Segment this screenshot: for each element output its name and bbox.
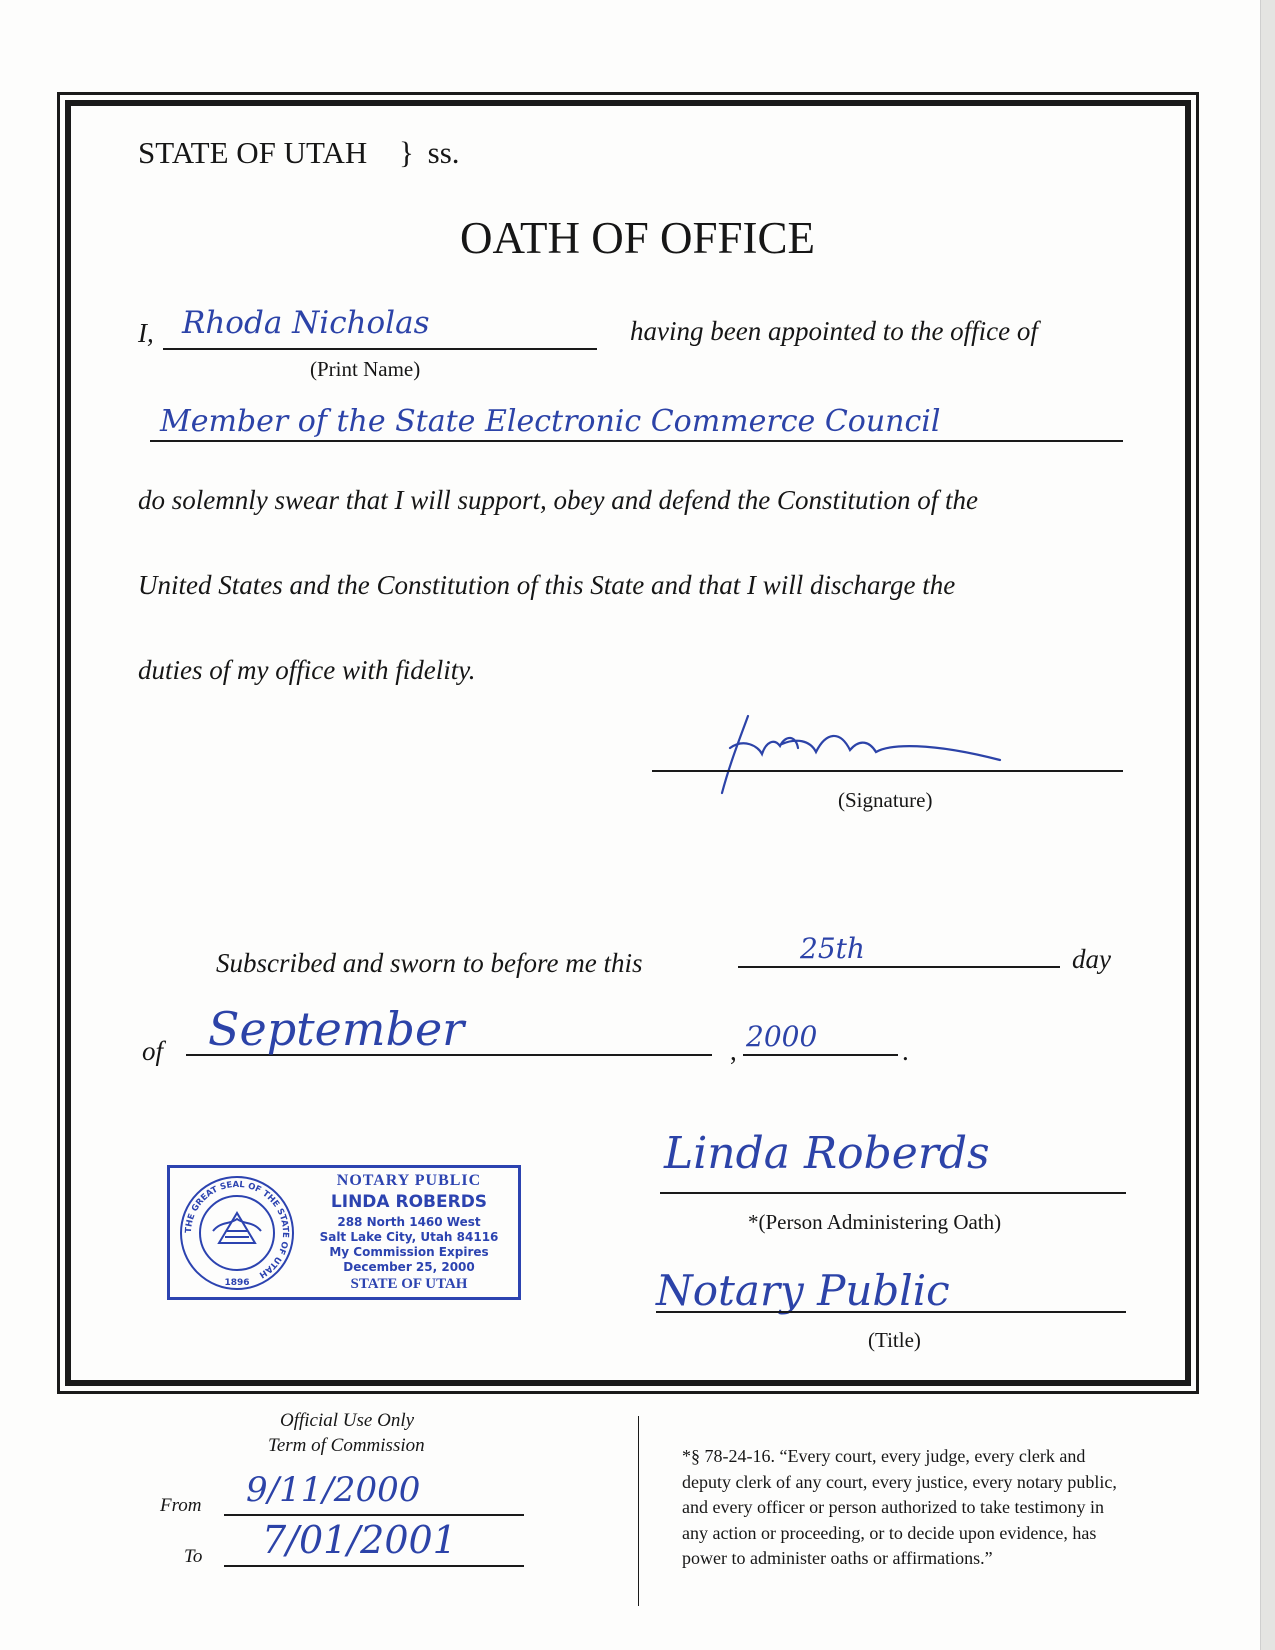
state-seal-icon	[177, 1173, 297, 1293]
footnote-line-1: *§ 78-24-16. “Every court, every judge, every clerk and	[682, 1446, 1086, 1466]
comma: ,	[730, 1036, 737, 1066]
notary-stamp	[167, 1165, 521, 1300]
oath-body-line-1: do solemnly swear that I will support, obey and defend the Constitution of the	[138, 485, 978, 515]
name-handwritten: Rhoda Nicholas	[182, 305, 430, 341]
footnote-line-4: any action or proceeding, or to decide upon evidence, has	[682, 1522, 1097, 1543]
from-label: From	[160, 1495, 202, 1516]
state-label: STATE OF UTAH	[138, 135, 368, 170]
name-line	[163, 348, 597, 350]
venue-bracket: }	[399, 135, 414, 170]
print-name-label: (Print Name)	[310, 357, 421, 381]
of-label: of	[142, 1036, 164, 1066]
stamp-line-5: My Commission Expires	[329, 1245, 489, 1259]
signature-line	[652, 770, 1123, 772]
office-line	[150, 440, 1123, 442]
person-administering-label: *(Person Administering Oath)	[748, 1210, 1002, 1234]
appointed-text: having been appointed to the office of	[630, 316, 1038, 346]
stamp-line-4: Salt Lake City, Utah 84116	[319, 1230, 499, 1244]
oath-body-line-2: United States and the Constitution of this State and that I will discharge the	[138, 570, 956, 600]
footnote-line-3: and every officer or person authorized to take testimony in	[682, 1497, 1105, 1517]
office-handwritten: Member of the State Electronic Commerce Council	[160, 404, 941, 439]
from-line	[224, 1514, 524, 1516]
title-handwritten: Notary Public	[656, 1266, 950, 1315]
month-handwritten: September	[208, 1002, 465, 1056]
year-line	[743, 1054, 898, 1056]
stamp-line-1: NOTARY PUBLIC	[336, 1172, 482, 1189]
to-handwritten: 7/01/2001	[262, 1518, 457, 1562]
day-handwritten: 25th	[800, 932, 865, 965]
year-handwritten: 2000	[746, 1020, 818, 1053]
footer-divider	[638, 1416, 639, 1606]
term-heading: Term of Commission	[268, 1435, 425, 1456]
document-title: OATH OF OFFICE	[459, 213, 816, 263]
signature-label: (Signature)	[838, 788, 933, 812]
oath-body-line-3: duties of my office with fidelity.	[138, 655, 476, 685]
venue-header	[138, 135, 460, 171]
title-label: (Title)	[868, 1328, 921, 1352]
stamp-line-3: 288 North 1460 West	[337, 1215, 481, 1229]
administering-signature: Linda Roberds	[664, 1128, 990, 1179]
from-handwritten: 9/11/2000	[246, 1470, 421, 1510]
footnote-line-2: deputy clerk of any court, every justice, every notary public,	[682, 1471, 1117, 1492]
statute-footnote	[682, 1444, 1117, 1572]
stamp-line-2: LINDA ROBERDS	[330, 1192, 488, 1212]
day-line	[738, 966, 1060, 968]
ss-label: ss.	[427, 135, 460, 170]
stamp-line-6: December 25, 2000	[343, 1260, 475, 1274]
official-use-heading: Official Use Only	[280, 1410, 415, 1431]
title-line	[656, 1311, 1126, 1313]
period: .	[902, 1036, 909, 1066]
seal-year: 1896	[224, 1278, 250, 1288]
to-line	[224, 1565, 524, 1567]
to-label: To	[184, 1546, 203, 1567]
subscribed-text: Subscribed and sworn to before me this	[216, 948, 643, 978]
i-label: I,	[138, 318, 154, 348]
day-label: day	[1072, 944, 1111, 974]
footnote-line-5: power to administer oaths or affirmations.”	[682, 1548, 993, 1568]
seal-ring-text: THE GREAT SEAL OF THE STATE OF UTAH	[183, 1179, 291, 1280]
stamp-line-7: STATE OF UTAH	[350, 1276, 468, 1292]
administering-line	[660, 1192, 1126, 1194]
